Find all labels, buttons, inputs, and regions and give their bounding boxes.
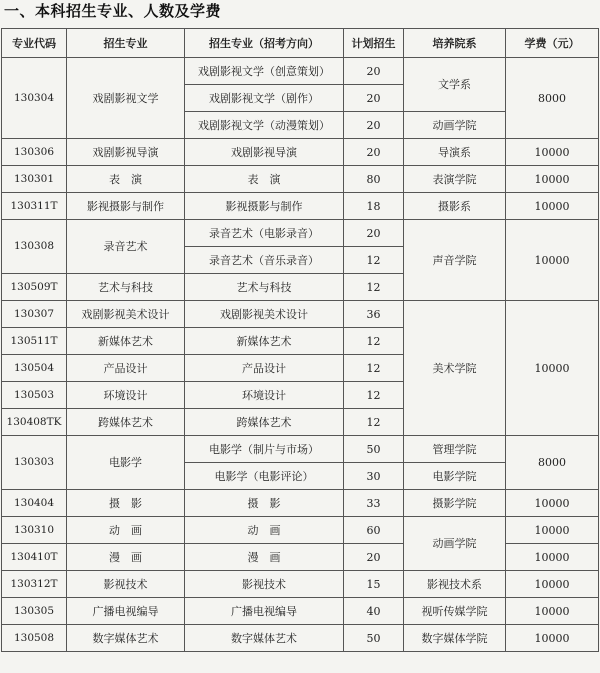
plan-cell: 33 [344,490,404,517]
dept-cell: 动画学院 [404,517,506,571]
major-cell: 动 画 [67,517,185,544]
direction-cell: 戏剧影视文学（剧作） [185,85,344,112]
code-cell: 130404 [2,490,67,517]
major-cell: 戏剧影视文学 [67,58,185,139]
dept-cell: 摄影学院 [404,490,506,517]
table-row [2,598,599,625]
plan-cell: 15 [344,571,404,598]
plan-cell: 50 [344,436,404,463]
fee-cell: 10000 [506,490,599,517]
header-dept: 培养院系 [404,29,506,58]
table-header-row [2,29,599,58]
fee-cell: 10000 [506,517,599,544]
code-cell: 130303 [2,436,67,490]
section-title: 一、本科招生专业、人数及学费 [4,2,222,20]
code-cell: 130305 [2,598,67,625]
direction-cell: 跨媒体艺术 [185,409,344,436]
plan-cell: 50 [344,625,404,652]
plan-cell: 40 [344,598,404,625]
code-cell: 130304 [2,58,67,139]
direction-cell: 戏剧影视文学（创意策划） [185,58,344,85]
fee-cell: 10000 [506,544,599,571]
code-cell: 130312T [2,571,67,598]
table-row [2,544,599,571]
major-cell: 录音艺术 [67,220,185,274]
plan-cell: 12 [344,409,404,436]
direction-cell: 表 演 [185,166,344,193]
major-cell: 表 演 [67,166,185,193]
fee-cell: 10000 [506,598,599,625]
code-cell: 130311T [2,193,67,220]
table-row [2,571,599,598]
code-cell: 130408TK [2,409,67,436]
dept-cell: 数字媒体学院 [404,625,506,652]
major-cell: 戏剧影视美术设计 [67,301,185,328]
direction-cell: 漫 画 [185,544,344,571]
major-cell: 戏剧影视导演 [67,139,185,166]
major-cell: 跨媒体艺术 [67,409,185,436]
plan-cell: 20 [344,112,404,139]
direction-cell: 环境设计 [185,382,344,409]
dept-cell: 表演学院 [404,166,506,193]
direction-cell: 数字媒体艺术 [185,625,344,652]
header-code: 专业代码 [2,29,67,58]
direction-cell: 广播电视编导 [185,598,344,625]
plan-cell: 18 [344,193,404,220]
major-cell: 新媒体艺术 [67,328,185,355]
fee-cell: 10000 [506,571,599,598]
code-cell: 130307 [2,301,67,328]
direction-cell: 产品设计 [185,355,344,382]
major-cell: 影视技术 [67,571,185,598]
table-row [2,139,599,166]
major-cell: 数字媒体艺术 [67,625,185,652]
direction-cell: 电影学（电影评论） [185,463,344,490]
direction-cell: 电影学（制片与市场） [185,436,344,463]
table-row [2,220,599,247]
table-row [2,193,599,220]
plan-cell: 12 [344,355,404,382]
dept-cell: 美术学院 [404,301,506,436]
plan-cell: 12 [344,274,404,301]
table-row [2,58,599,85]
code-cell: 130503 [2,382,67,409]
enrollment-table [1,28,599,652]
fee-cell: 10000 [506,193,599,220]
dept-cell: 动画学院 [404,112,506,139]
dept-cell: 文学系 [404,58,506,112]
direction-cell: 影视摄影与制作 [185,193,344,220]
plan-cell: 20 [344,85,404,112]
direction-cell: 摄 影 [185,490,344,517]
direction-cell: 新媒体艺术 [185,328,344,355]
table-row [2,490,599,517]
direction-cell: 戏剧影视美术设计 [185,301,344,328]
code-cell: 130509T [2,274,67,301]
direction-cell: 录音艺术（电影录音） [185,220,344,247]
plan-cell: 20 [344,544,404,571]
header-major: 招生专业 [67,29,185,58]
table-row [2,166,599,193]
code-cell: 130410T [2,544,67,571]
major-cell: 广播电视编导 [67,598,185,625]
direction-cell: 艺术与科技 [185,274,344,301]
direction-cell: 影视技术 [185,571,344,598]
plan-cell: 12 [344,382,404,409]
plan-cell: 12 [344,328,404,355]
code-cell: 130301 [2,166,67,193]
dept-cell: 电影学院 [404,463,506,490]
major-cell: 影视摄影与制作 [67,193,185,220]
fee-cell: 10000 [506,139,599,166]
dept-cell: 视听传媒学院 [404,598,506,625]
dept-cell: 摄影系 [404,193,506,220]
plan-cell: 20 [344,220,404,247]
dept-cell: 管理学院 [404,436,506,463]
fee-cell: 10000 [506,166,599,193]
direction-cell: 录音艺术（音乐录音） [185,247,344,274]
table-row [2,517,599,544]
major-cell: 产品设计 [67,355,185,382]
header-fee: 学费（元） [506,29,599,58]
code-cell: 130310 [2,517,67,544]
plan-cell: 12 [344,247,404,274]
major-cell: 漫 画 [67,544,185,571]
major-cell: 环境设计 [67,382,185,409]
code-cell: 130308 [2,220,67,274]
major-cell: 摄 影 [67,490,185,517]
plan-cell: 20 [344,139,404,166]
direction-cell: 戏剧影视导演 [185,139,344,166]
major-cell: 艺术与科技 [67,274,185,301]
plan-cell: 80 [344,166,404,193]
plan-cell: 36 [344,301,404,328]
dept-cell: 影视技术系 [404,571,506,598]
major-cell: 电影学 [67,436,185,490]
plan-cell: 60 [344,517,404,544]
code-cell: 130508 [2,625,67,652]
header-direction: 招生专业（招考方向） [185,29,344,58]
fee-cell: 10000 [506,220,599,301]
code-cell: 130504 [2,355,67,382]
header-plan: 计划招生 [344,29,404,58]
table-row [2,625,599,652]
table-row [2,301,599,328]
code-cell: 130306 [2,139,67,166]
fee-cell: 10000 [506,625,599,652]
dept-cell: 声音学院 [404,220,506,301]
code-cell: 130511T [2,328,67,355]
direction-cell: 动 画 [185,517,344,544]
direction-cell: 戏剧影视文学（动漫策划） [185,112,344,139]
fee-cell: 8000 [506,58,599,139]
dept-cell: 导演系 [404,139,506,166]
fee-cell: 10000 [506,301,599,436]
plan-cell: 20 [344,58,404,85]
table-row [2,436,599,463]
fee-cell: 8000 [506,436,599,490]
plan-cell: 30 [344,463,404,490]
